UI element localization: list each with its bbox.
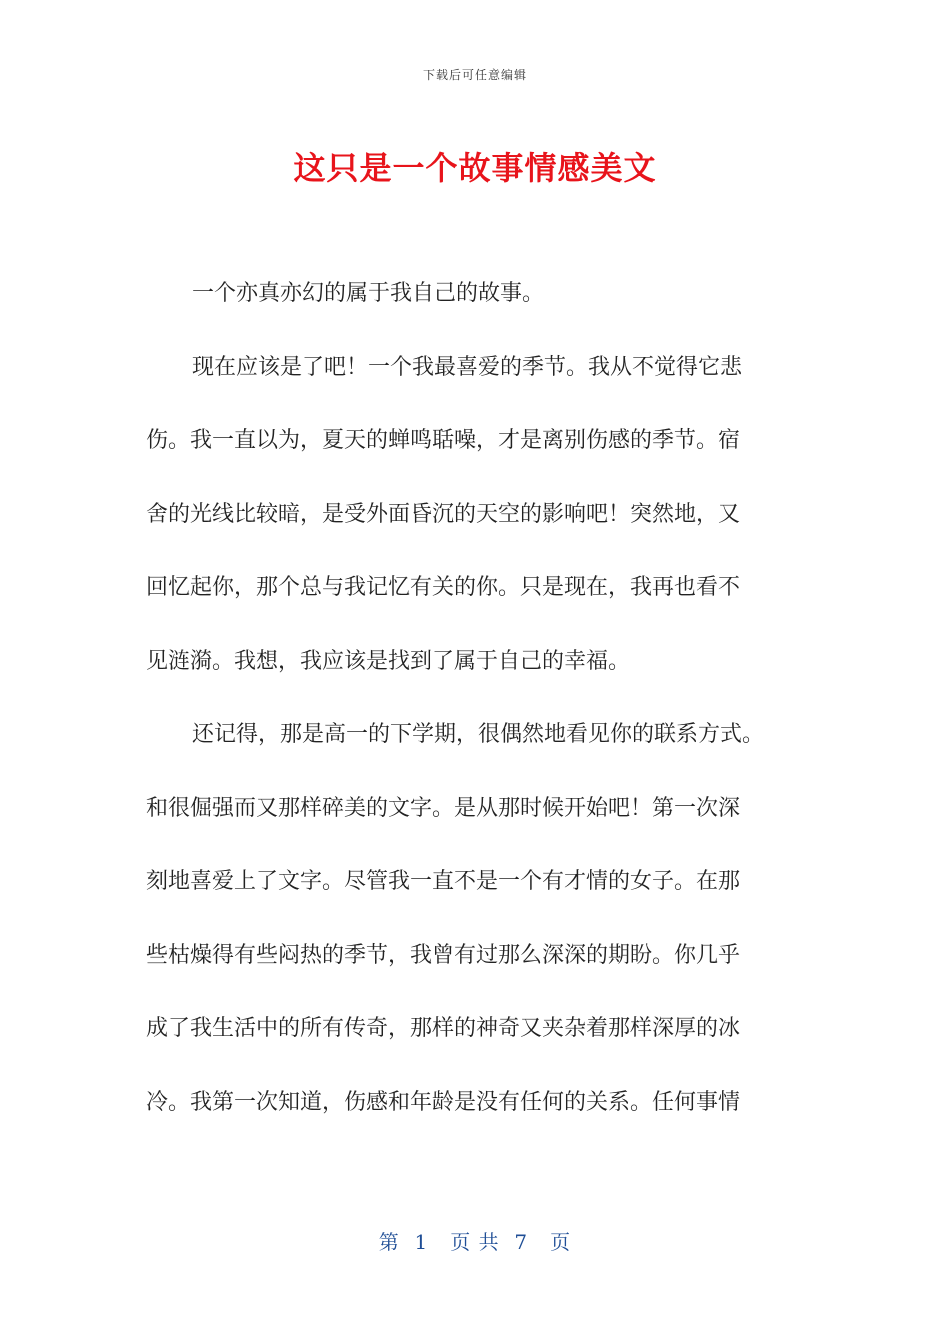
text-line: 冷。我第一次知道，伤感和年龄是没有任何的关系。任何事情 [146,1089,741,1115]
header-note: 下载后可任意编辑 [422,68,527,82]
document-title: 这只是一个故事情感美文 [293,149,657,187]
text-line: 现在应该是了吧！一个我最喜爱的季节。我从不觉得它悲 [192,354,743,380]
page-number-footer: 第 1 页 共 7 页 [378,1230,572,1254]
document-body [146,275,796,1121]
text-line: 和很倔强而又那样碎美的文字。是从那时候开始吧！第一次深 [146,795,741,821]
text-line: 还记得，那是高一的下学期，很偶然地看见你的联系方式。 [192,722,765,747]
text-line: 伤。我一直以为，夏天的蝉鸣聒噪，才是离别伤感的季节。宿 [146,428,741,453]
text-line: 见涟漪。我想，我应该是找到了属于自己的幸福。 [146,648,631,674]
text-line: 一个亦真亦幻的属于我自己的故事。 [192,281,545,306]
text-line: 舍的光线比较暗，是受外面昏沉的天空的影响吧！突然地，又 [146,501,741,527]
paragraph [146,349,796,681]
paragraph [146,716,796,1121]
text-line: 回忆起你，那个总与我记忆有关的你。只是现在，我再也看不 [146,575,741,600]
text-line: 些枯燥得有些闷热的季节，我曾有过那么深深的期盼。你几乎 [146,942,741,968]
text-line: 刻地喜爱上了文字。尽管我一直不是一个有才情的女子。在那 [146,869,741,894]
paragraph [146,275,796,313]
text-line: 成了我生活中的所有传奇，那样的神奇又夹杂着那样深厚的冰 [146,1016,741,1041]
